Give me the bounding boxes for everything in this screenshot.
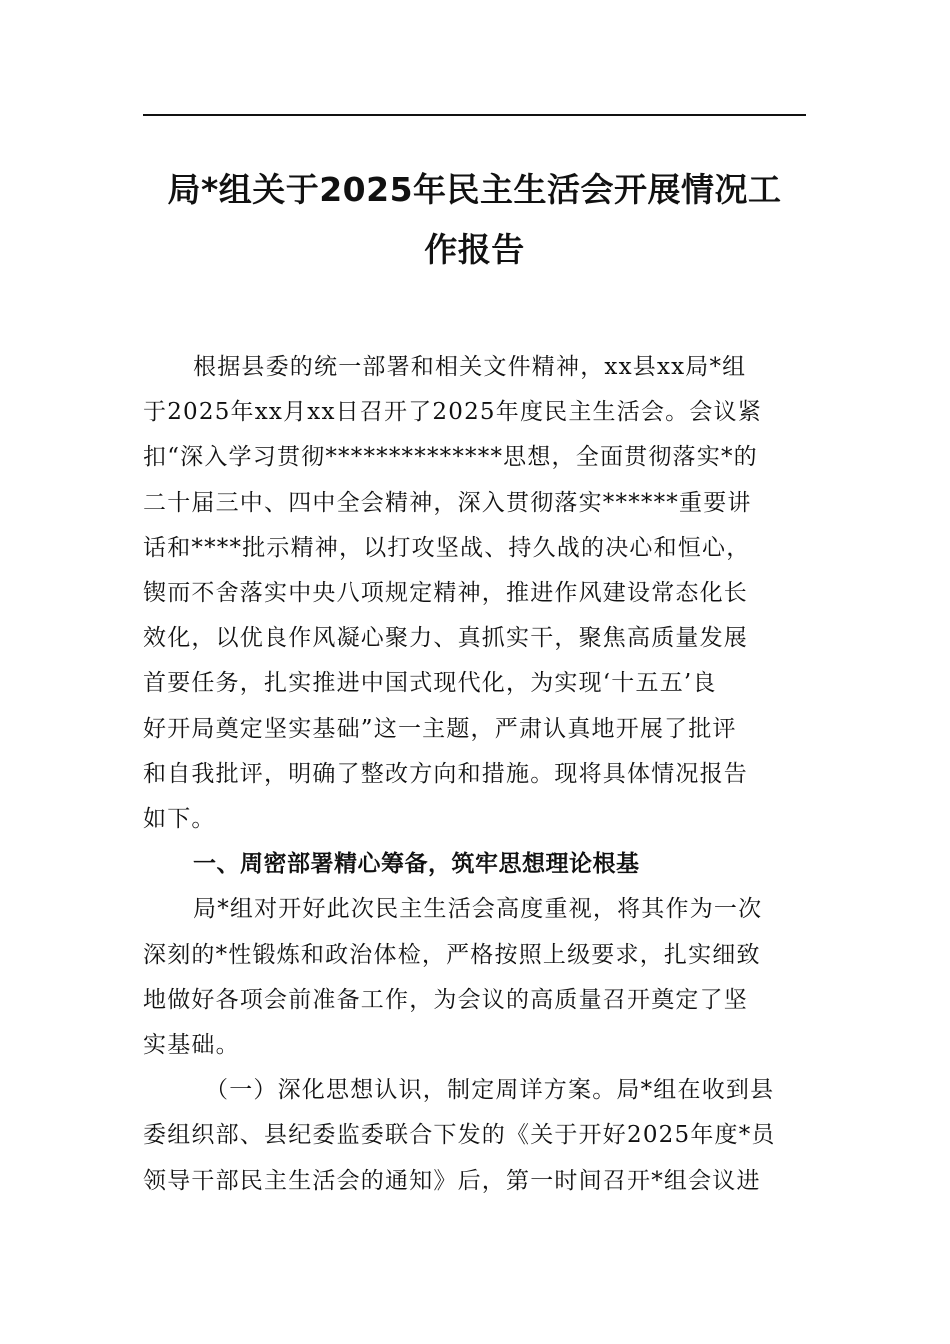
document-body xyxy=(143,345,806,1204)
text-line: 地做好各项会前准备工作，为会议的高质量召开奠定了坚 xyxy=(143,986,748,1013)
text-line: 领导干部民主生活会的通知》后，第一时间召开*组会议进 xyxy=(143,1167,761,1194)
text-line: 好开局奠定坚实基础”这一主题，严肃认真地开展了批评 xyxy=(143,715,737,742)
text-line: （一）深化思想认识，制定周详方案。局*组在收到县 xyxy=(205,1077,775,1104)
text-line: 锲而不舍落实中央八项规定精神，推进作风建设常态化长 xyxy=(143,580,748,607)
text-line: 二十届三中、四中全会精神，深入贯彻落实******重要讲 xyxy=(143,489,752,516)
text-line: 话和****批示精神，以打攻坚战、持久战的决心和恒心， xyxy=(143,534,751,561)
section-paragraph xyxy=(143,887,806,1068)
text-line: 委组织部、县纪委监委联合下发的《关于开好2025年度*员 xyxy=(143,1122,776,1149)
section-heading xyxy=(143,842,806,887)
text-line: 和自我批评，明确了整改方向和措施。现将具体情况报告 xyxy=(143,760,748,787)
subsection-paragraph xyxy=(143,1068,806,1204)
header-rule xyxy=(143,114,806,116)
title-line: 作报告 xyxy=(424,230,525,269)
text-line: 深刻的*性锻炼和政治体检，严格按照上级要求，扎实细致 xyxy=(143,941,761,968)
text-line: 效化，以优良作风凝心聚力、真抓实干，聚焦高质量发展 xyxy=(143,625,748,652)
heading-text: 一、周密部署精心筹备，筑牢思想理论根基 xyxy=(193,851,640,878)
text-line: 局*组对开好此次民主生活会高度重视，将其作为一次 xyxy=(193,896,763,923)
text-line: 实基础。 xyxy=(143,1032,240,1059)
title-line: 局*组关于2025年民主生活会开展情况工 xyxy=(167,170,782,209)
text-line: 首要任务，扎实推进中国式现代化，为实现‘十五五’良 xyxy=(143,670,717,697)
text-line: 扣“深入学习贯彻**************思想，全面贯彻落实*的 xyxy=(143,444,758,471)
document-title xyxy=(143,160,806,280)
text-line: 如下。 xyxy=(143,806,216,833)
text-line: 根据县委的统一部署和相关文件精神，xx县xx局*组 xyxy=(193,354,747,380)
intro-paragraph xyxy=(143,345,806,842)
text-line: 于2025年xx月xx日召开了2025年度民主生活会。会议紧 xyxy=(143,399,762,426)
